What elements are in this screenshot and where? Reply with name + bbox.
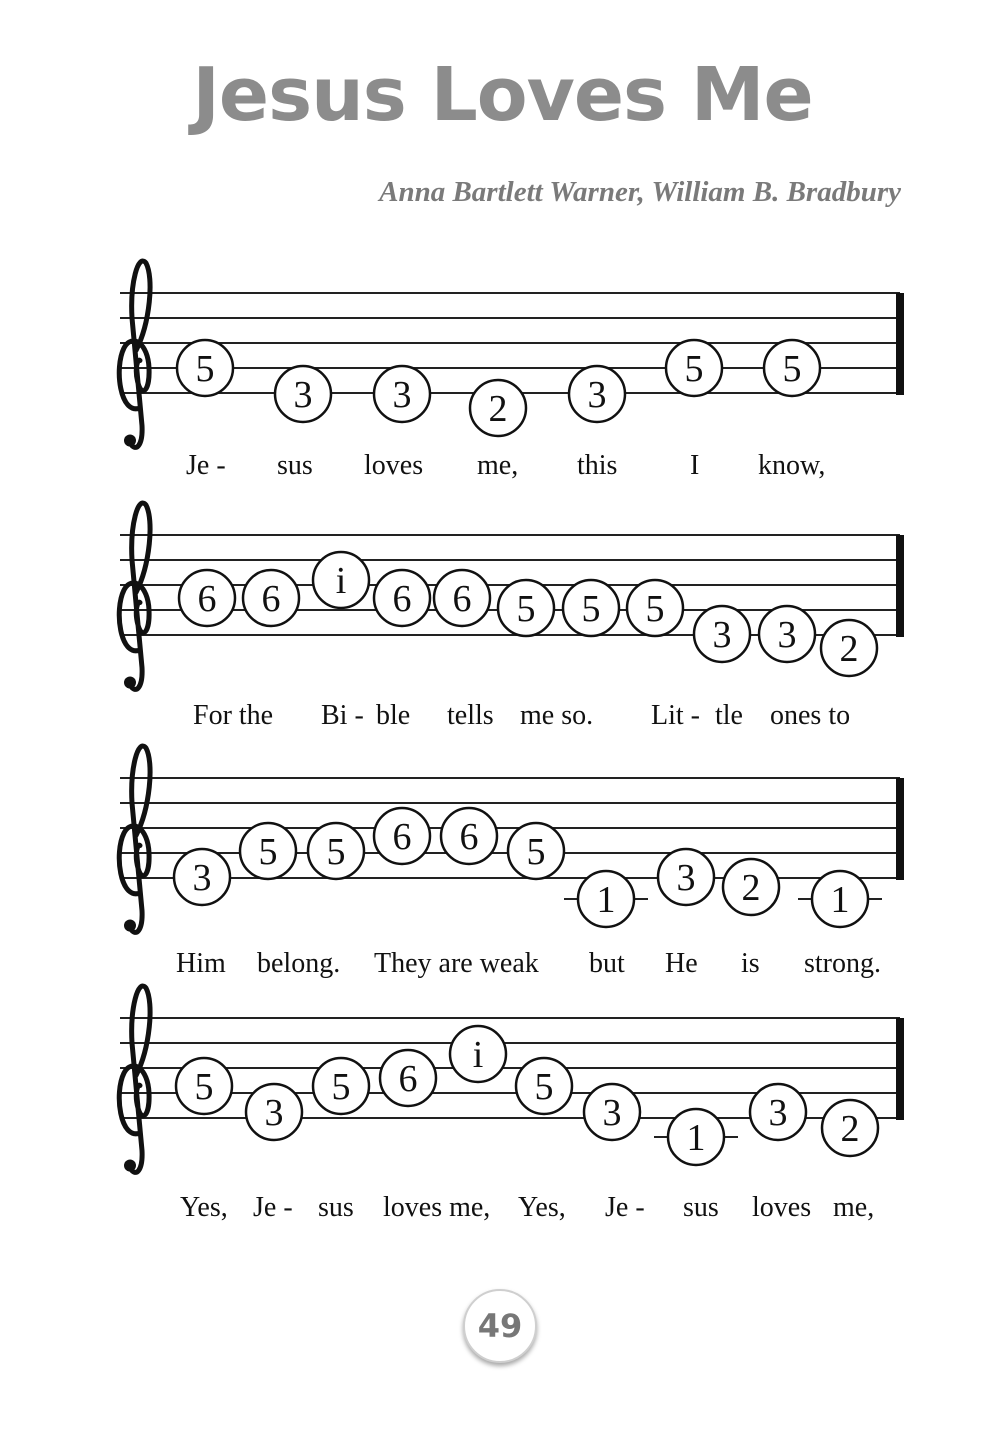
- staff-drawing: [0, 497, 1005, 757]
- end-barline: [896, 778, 904, 880]
- note-number: 3: [264, 1092, 284, 1134]
- lyric-word: strong.: [804, 948, 881, 979]
- note-number: 5: [526, 831, 546, 873]
- note-number: 5: [581, 588, 601, 630]
- page-number-badge: [463, 1289, 537, 1363]
- lyric-word: sus: [318, 1192, 354, 1223]
- note-number: 6: [398, 1058, 418, 1100]
- staff-3: [0, 740, 1005, 1000]
- note-number: i: [472, 1034, 484, 1076]
- page-number: 49: [477, 1307, 523, 1345]
- lyric-word: me,: [477, 450, 519, 481]
- note-number: 5: [326, 831, 346, 873]
- lyric-word: ble: [376, 700, 411, 731]
- lyric-word: this: [577, 450, 618, 481]
- lyric-word: me,: [833, 1192, 875, 1223]
- lyric-word: know,: [758, 450, 826, 481]
- note-number: 2: [488, 388, 508, 430]
- note-number: 2: [741, 867, 761, 909]
- end-barline: [896, 293, 904, 395]
- staff-4: [0, 980, 1005, 1240]
- note-number: 1: [686, 1117, 706, 1159]
- treble-clef-tail-icon: [124, 435, 136, 447]
- lyric-word: Je -: [253, 1192, 293, 1223]
- lyric-word: me so.: [520, 700, 594, 731]
- treble-clef-icon: [119, 746, 150, 932]
- note-number: 6: [261, 578, 281, 620]
- lyric-word: sus: [683, 1192, 719, 1223]
- staff-2: [0, 497, 1005, 757]
- treble-clef-icon: [119, 986, 150, 1172]
- note-number: 3: [768, 1092, 788, 1134]
- end-barline: [896, 535, 904, 637]
- lyric-word: Lit -: [651, 700, 700, 731]
- note-number: 6: [392, 816, 412, 858]
- lyric-word: loves: [364, 450, 424, 481]
- lyric-word: Him: [176, 948, 226, 979]
- song-title: Jesus Loves Me: [192, 52, 813, 138]
- treble-clef-tail-icon: [124, 677, 136, 689]
- note-number: 3: [602, 1092, 622, 1134]
- treble-clef-icon: [119, 503, 150, 689]
- staff-1: [0, 255, 1005, 515]
- lyric-word: Bi -: [321, 700, 364, 731]
- lyric-word: I: [690, 450, 700, 481]
- lyric-word: Yes,: [180, 1192, 228, 1223]
- lyric-word: Je -: [605, 1192, 645, 1223]
- lyric-word: but: [589, 948, 625, 979]
- note-number: 5: [195, 348, 215, 390]
- treble-clef-tail-icon: [124, 1160, 136, 1172]
- lyric-word: sus: [277, 450, 313, 481]
- lyric-word: Je -: [186, 450, 226, 481]
- note-number: 3: [587, 374, 607, 416]
- note-number: 5: [645, 588, 665, 630]
- note-number: 6: [459, 816, 479, 858]
- note-number: 5: [782, 348, 802, 390]
- note-number: 3: [712, 614, 732, 656]
- note-number: 2: [839, 628, 859, 670]
- lyric-word: loves: [752, 1192, 812, 1223]
- lyric-word: belong.: [257, 948, 341, 979]
- note-number: 5: [516, 588, 536, 630]
- lyric-word: loves me,: [383, 1192, 491, 1223]
- note-number: 2: [840, 1108, 860, 1150]
- lyric-word: tle: [715, 700, 743, 731]
- note-number: 3: [676, 857, 696, 899]
- note-number: 6: [197, 578, 217, 620]
- note-number: 5: [331, 1066, 351, 1108]
- lyric-word: Yes,: [518, 1192, 566, 1223]
- note-number: 1: [830, 879, 850, 921]
- treble-clef-icon: [119, 261, 150, 447]
- note-number: 5: [258, 831, 278, 873]
- note-number: 6: [452, 578, 472, 620]
- note-number: 3: [392, 374, 412, 416]
- note-number: i: [335, 560, 347, 602]
- end-barline: [896, 1018, 904, 1120]
- song-authors: Anna Bartlett Warner, William B. Bradbury: [379, 176, 901, 208]
- lyric-word: For the: [193, 700, 274, 731]
- lyric-word: tells: [447, 700, 494, 731]
- lyric-word: He: [665, 948, 698, 979]
- note-number: 6: [392, 578, 412, 620]
- note-number: 1: [596, 879, 616, 921]
- lyric-word: ones to: [770, 700, 851, 731]
- note-number: 3: [293, 374, 313, 416]
- treble-clef-tail-icon: [124, 920, 136, 932]
- note-number: 5: [684, 348, 704, 390]
- note-number: 3: [192, 857, 212, 899]
- note-number: 3: [777, 614, 797, 656]
- note-number: 5: [534, 1066, 554, 1108]
- lyric-word: is: [741, 948, 760, 979]
- lyric-word: They are weak: [374, 948, 539, 979]
- note-number: 5: [194, 1066, 214, 1108]
